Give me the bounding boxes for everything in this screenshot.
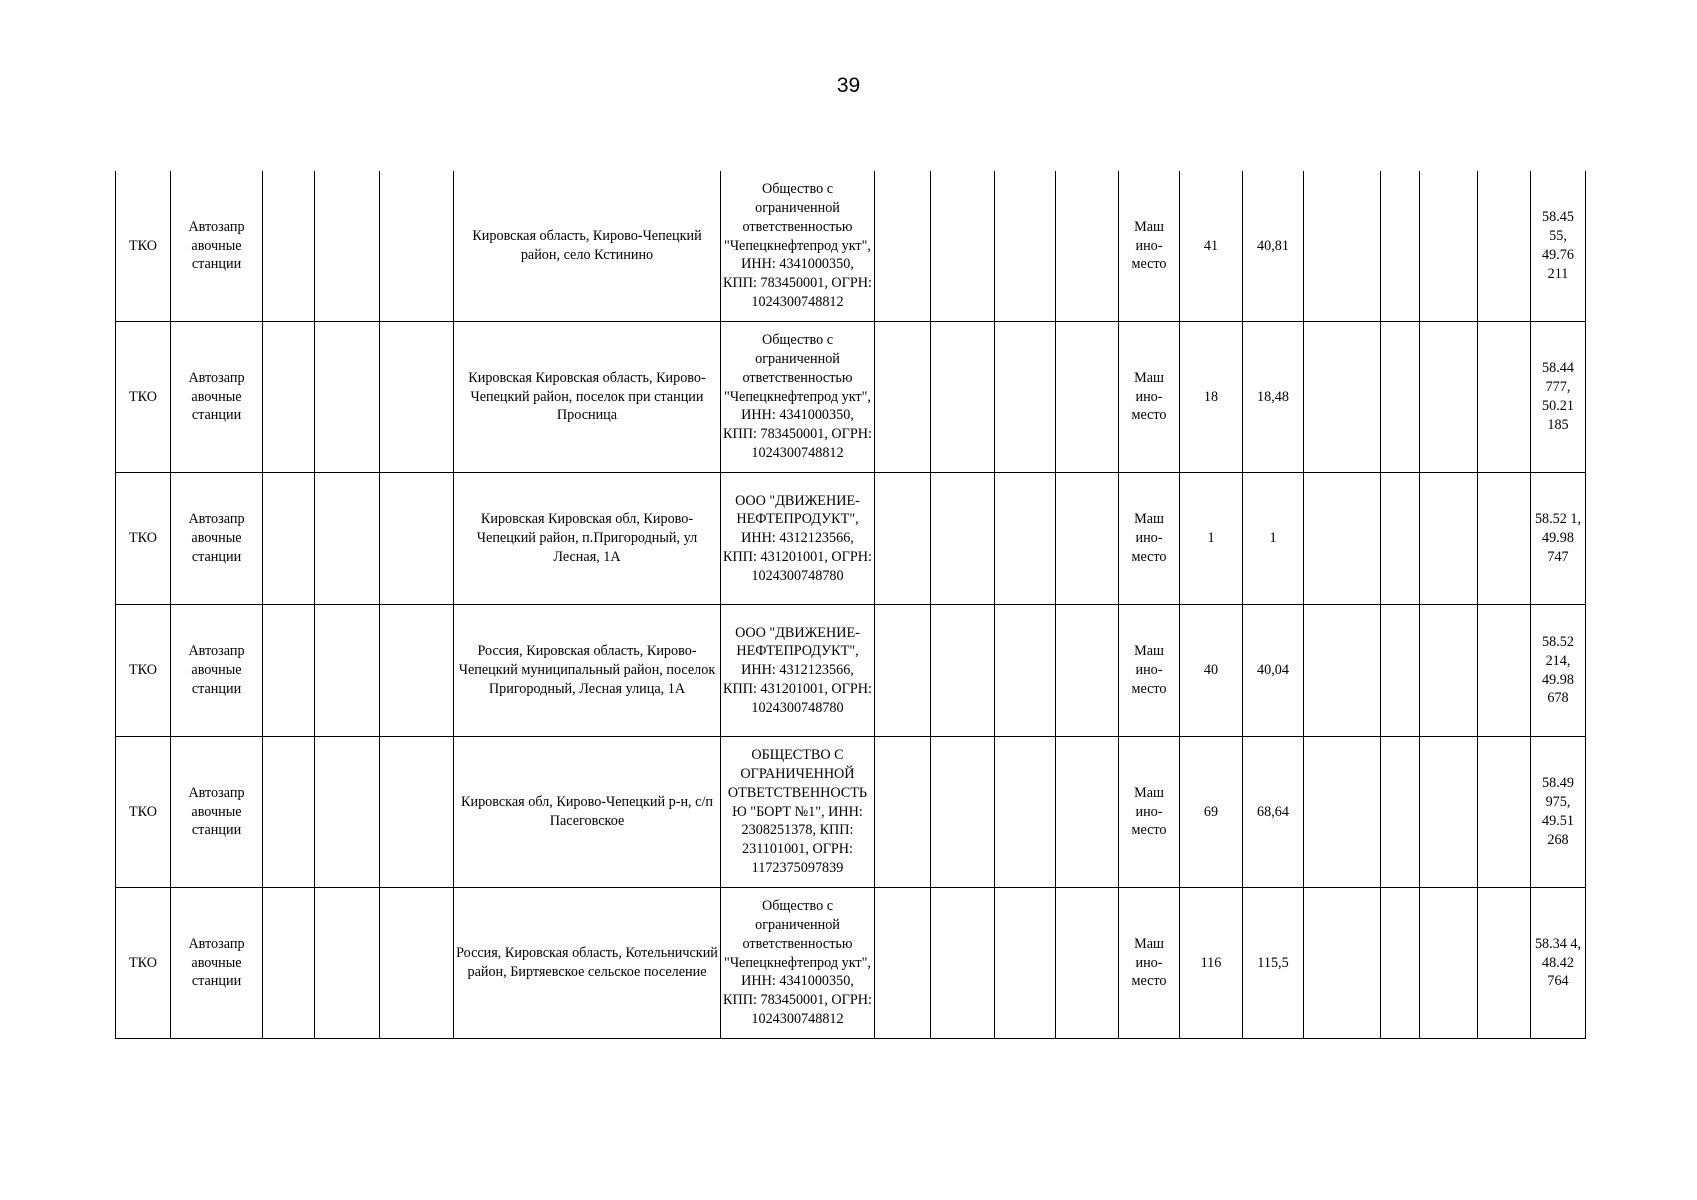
empty-cell (1056, 737, 1119, 888)
empty-cell (1056, 605, 1119, 737)
count-cell: 69 (1180, 737, 1243, 888)
empty-cell (315, 473, 380, 605)
page-number: 39 (836, 74, 861, 97)
empty-cell (315, 888, 380, 1039)
empty-cell (875, 605, 931, 737)
value-cell: 1 (1243, 473, 1304, 605)
waste-type-cell: ТКО (116, 171, 171, 322)
empty-cell (1478, 605, 1531, 737)
empty-cell (1420, 473, 1478, 605)
coordinates-cell: 58.45 55, 49.76 211 (1531, 171, 1586, 322)
empty-cell (995, 322, 1056, 473)
empty-cell (1056, 473, 1119, 605)
empty-cell (931, 171, 995, 322)
empty-cell (875, 171, 931, 322)
empty-cell (931, 605, 995, 737)
coordinates-cell: 58.34 4, 48.42 764 (1531, 888, 1586, 1039)
waste-sources-table (115, 171, 1586, 1039)
empty-cell (1304, 171, 1381, 322)
value-cell: 115,5 (1243, 888, 1304, 1039)
waste-type-cell: ТКО (116, 473, 171, 605)
empty-cell (1381, 888, 1420, 1039)
empty-cell (315, 322, 380, 473)
empty-cell (380, 888, 454, 1039)
empty-cell (263, 737, 315, 888)
count-cell: 1 (1180, 473, 1243, 605)
owner-cell: Общество с ограниченной ответственностью "Чепецкнефтепрод укт", ИНН: 4341000350, КПП: 783450001, ОГРН: 1024300748812 (721, 171, 875, 322)
empty-cell (995, 605, 1056, 737)
address-cell: Кировская область, Кирово-Чепецкий район, село Кстинино (454, 171, 721, 322)
owner-cell: ООО "ДВИЖЕНИЕ-НЕФТЕПРОДУКТ", ИНН: 4312123566, КПП: 431201001, ОГРН: 1024300748780 (721, 605, 875, 737)
empty-cell (1056, 171, 1119, 322)
object-type-cell: Автозапр авочные станции (171, 473, 263, 605)
object-type-cell: Автозапр авочные станции (171, 888, 263, 1039)
empty-cell (875, 473, 931, 605)
count-cell: 116 (1180, 888, 1243, 1039)
empty-cell (380, 737, 454, 888)
table-row (116, 888, 1586, 1039)
value-cell: 40,81 (1243, 171, 1304, 322)
address-cell: Россия, Кировская область, Котельничский район, Биртяевское сельское поселение (454, 888, 721, 1039)
object-type-cell: Автозапр авочные станции (171, 605, 263, 737)
empty-cell (995, 737, 1056, 888)
empty-cell (1056, 322, 1119, 473)
empty-cell (1056, 888, 1119, 1039)
empty-cell (1381, 473, 1420, 605)
empty-cell (1478, 171, 1531, 322)
empty-cell (875, 322, 931, 473)
table-row (116, 473, 1586, 605)
empty-cell (1478, 888, 1531, 1039)
coordinates-cell: 58.52 1, 49.98 747 (1531, 473, 1586, 605)
empty-cell (263, 473, 315, 605)
empty-cell (1420, 322, 1478, 473)
unit-cell: Маш ино-место (1119, 605, 1180, 737)
coordinates-cell: 58.44 777, 50.21 185 (1531, 322, 1586, 473)
count-cell: 18 (1180, 322, 1243, 473)
unit-cell: Маш ино-место (1119, 322, 1180, 473)
table-row (116, 322, 1586, 473)
empty-cell (875, 737, 931, 888)
waste-type-cell: ТКО (116, 888, 171, 1039)
empty-cell (1304, 605, 1381, 737)
address-cell: Россия, Кировская область, Кирово-Чепецкий муниципальный район, поселок Пригородный, Лесная улица, 1А (454, 605, 721, 737)
empty-cell (263, 888, 315, 1039)
object-type-cell: Автозапр авочные станции (171, 322, 263, 473)
table-row (116, 171, 1586, 322)
empty-cell (263, 605, 315, 737)
unit-cell: Маш ино-место (1119, 888, 1180, 1039)
empty-cell (315, 737, 380, 888)
unit-cell: Маш ино-место (1119, 473, 1180, 605)
owner-cell: ОБЩЕСТВО С ОГРАНИЧЕННОЙ ОТВЕТСТВЕННОСТЬЮ "БОРТ №1", ИНН: 2308251378, КПП: 231101001, ОГРН: 1172375097839 (721, 737, 875, 888)
empty-cell (1478, 473, 1531, 605)
empty-cell (1420, 605, 1478, 737)
waste-type-cell: ТКО (116, 737, 171, 888)
unit-cell: Маш ино-место (1119, 737, 1180, 888)
empty-cell (315, 605, 380, 737)
owner-cell: Общество с ограниченной ответственностью "Чепецкнефтепрод укт", ИНН: 4341000350, КПП: 783450001, ОГРН: 1024300748812 (721, 322, 875, 473)
empty-cell (1420, 888, 1478, 1039)
count-cell: 40 (1180, 605, 1243, 737)
empty-cell (1304, 737, 1381, 888)
object-type-cell: Автозапр авочные станции (171, 737, 263, 888)
empty-cell (380, 171, 454, 322)
empty-cell (263, 322, 315, 473)
empty-cell (995, 171, 1056, 322)
empty-cell (380, 322, 454, 473)
coordinates-cell: 58.52 214, 49.98 678 (1531, 605, 1586, 737)
empty-cell (1304, 473, 1381, 605)
table-row (116, 737, 1586, 888)
empty-cell (1478, 737, 1531, 888)
empty-cell (931, 322, 995, 473)
count-cell: 41 (1180, 171, 1243, 322)
owner-cell: ООО "ДВИЖЕНИЕ-НЕФТЕПРОДУКТ", ИНН: 4312123566, КПП: 431201001, ОГРН: 1024300748780 (721, 473, 875, 605)
empty-cell (1381, 322, 1420, 473)
empty-cell (1381, 737, 1420, 888)
waste-type-cell: ТКО (116, 605, 171, 737)
object-type-cell: Автозапр авочные станции (171, 171, 263, 322)
empty-cell (1420, 737, 1478, 888)
empty-cell (995, 473, 1056, 605)
address-cell: Кировская Кировская область, Кирово-Чепецкий район, поселок при станции Просница (454, 322, 721, 473)
address-cell: Кировская Кировская обл, Кирово-Чепецкий район, п.Пригородный, ул Лесная, 1А (454, 473, 721, 605)
coordinates-cell: 58.49 975, 49.51 268 (1531, 737, 1586, 888)
address-cell: Кировская обл, Кирово-Чепецкий р-н, с/п Пасеговское (454, 737, 721, 888)
empty-cell (1381, 171, 1420, 322)
empty-cell (931, 737, 995, 888)
empty-cell (380, 473, 454, 605)
value-cell: 40,04 (1243, 605, 1304, 737)
empty-cell (995, 888, 1056, 1039)
owner-cell: Общество с ограниченной ответственностью "Чепецкнефтепрод укт", ИНН: 4341000350, КПП: 783450001, ОГРН: 1024300748812 (721, 888, 875, 1039)
empty-cell (315, 171, 380, 322)
empty-cell (1304, 888, 1381, 1039)
empty-cell (931, 888, 995, 1039)
empty-cell (1304, 322, 1381, 473)
empty-cell (263, 171, 315, 322)
value-cell: 18,48 (1243, 322, 1304, 473)
value-cell: 68,64 (1243, 737, 1304, 888)
empty-cell (1478, 322, 1531, 473)
unit-cell: Маш ино-место (1119, 171, 1180, 322)
waste-type-cell: ТКО (116, 322, 171, 473)
empty-cell (380, 605, 454, 737)
empty-cell (931, 473, 995, 605)
empty-cell (1381, 605, 1420, 737)
empty-cell (1420, 171, 1478, 322)
table-row (116, 605, 1586, 737)
empty-cell (875, 888, 931, 1039)
